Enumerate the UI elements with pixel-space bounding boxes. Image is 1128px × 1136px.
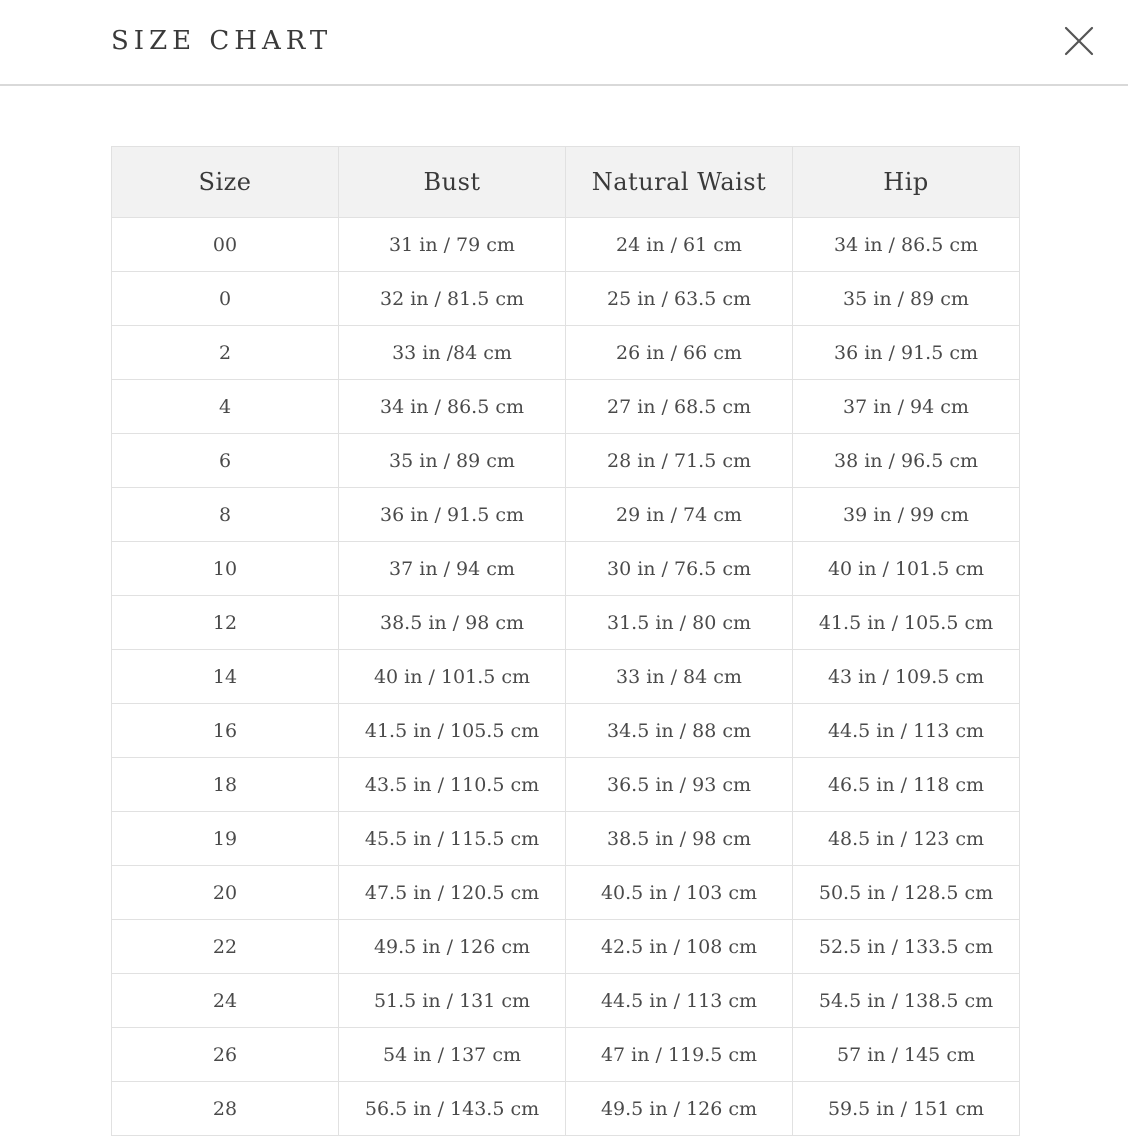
table-row	[112, 974, 1020, 1028]
cell-bust: 45.5 in / 115.5 cm	[339, 812, 566, 866]
column-header-size: Size	[112, 147, 339, 218]
page-title: SIZE CHART	[111, 26, 333, 56]
cell-natural-waist: 40.5 in / 103 cm	[566, 866, 793, 920]
cell-hip: 52.5 in / 133.5 cm	[793, 920, 1020, 974]
cell-hip: 41.5 in / 105.5 cm	[793, 596, 1020, 650]
cell-bust: 56.5 in / 143.5 cm	[339, 1082, 566, 1136]
cell-bust: 31 in / 79 cm	[339, 218, 566, 272]
cell-bust: 54 in / 137 cm	[339, 1028, 566, 1082]
cell-hip: 48.5 in / 123 cm	[793, 812, 1020, 866]
cell-natural-waist: 27 in / 68.5 cm	[566, 380, 793, 434]
cell-hip: 40 in / 101.5 cm	[793, 542, 1020, 596]
cell-size: 26	[112, 1028, 339, 1082]
table-row	[112, 326, 1020, 380]
cell-size: 14	[112, 650, 339, 704]
cell-hip: 39 in / 99 cm	[793, 488, 1020, 542]
cell-size: 18	[112, 758, 339, 812]
cell-size: 00	[112, 218, 339, 272]
cell-natural-waist: 24 in / 61 cm	[566, 218, 793, 272]
cell-natural-waist: 34.5 in / 88 cm	[566, 704, 793, 758]
cell-bust: 49.5 in / 126 cm	[339, 920, 566, 974]
cell-bust: 47.5 in / 120.5 cm	[339, 866, 566, 920]
cell-size: 24	[112, 974, 339, 1028]
cell-bust: 32 in / 81.5 cm	[339, 272, 566, 326]
cell-size: 28	[112, 1082, 339, 1136]
table-row	[112, 812, 1020, 866]
table-row	[112, 380, 1020, 434]
cell-size: 20	[112, 866, 339, 920]
cell-bust: 43.5 in / 110.5 cm	[339, 758, 566, 812]
table-row	[112, 218, 1020, 272]
cell-bust: 36 in / 91.5 cm	[339, 488, 566, 542]
cell-hip: 59.5 in / 151 cm	[793, 1082, 1020, 1136]
cell-bust: 35 in / 89 cm	[339, 434, 566, 488]
cell-size: 12	[112, 596, 339, 650]
cell-natural-waist: 26 in / 66 cm	[566, 326, 793, 380]
cell-size: 16	[112, 704, 339, 758]
cell-natural-waist: 31.5 in / 80 cm	[566, 596, 793, 650]
cell-bust: 51.5 in / 131 cm	[339, 974, 566, 1028]
table-row	[112, 920, 1020, 974]
close-icon	[1060, 22, 1098, 60]
cell-natural-waist: 33 in / 84 cm	[566, 650, 793, 704]
cell-size: 6	[112, 434, 339, 488]
cell-bust: 40 in / 101.5 cm	[339, 650, 566, 704]
close-button[interactable]	[1060, 22, 1098, 60]
cell-hip: 35 in / 89 cm	[793, 272, 1020, 326]
table-row	[112, 1082, 1020, 1136]
cell-natural-waist: 25 in / 63.5 cm	[566, 272, 793, 326]
column-header-hip: Hip	[793, 147, 1020, 218]
cell-natural-waist: 36.5 in / 93 cm	[566, 758, 793, 812]
cell-natural-waist: 28 in / 71.5 cm	[566, 434, 793, 488]
modal-header	[0, 0, 1128, 86]
cell-hip: 57 in / 145 cm	[793, 1028, 1020, 1082]
cell-natural-waist: 30 in / 76.5 cm	[566, 542, 793, 596]
table-row	[112, 1028, 1020, 1082]
cell-natural-waist: 47 in / 119.5 cm	[566, 1028, 793, 1082]
size-chart-table-container	[111, 146, 1020, 1136]
cell-hip: 54.5 in / 138.5 cm	[793, 974, 1020, 1028]
table-row	[112, 866, 1020, 920]
table-body	[112, 218, 1020, 1136]
table-row	[112, 488, 1020, 542]
cell-bust: 33 in /84 cm	[339, 326, 566, 380]
cell-size: 4	[112, 380, 339, 434]
cell-hip: 34 in / 86.5 cm	[793, 218, 1020, 272]
cell-natural-waist: 49.5 in / 126 cm	[566, 1082, 793, 1136]
table-row	[112, 704, 1020, 758]
cell-natural-waist: 38.5 in / 98 cm	[566, 812, 793, 866]
cell-hip: 36 in / 91.5 cm	[793, 326, 1020, 380]
cell-size: 19	[112, 812, 339, 866]
cell-natural-waist: 42.5 in / 108 cm	[566, 920, 793, 974]
size-chart-table	[111, 146, 1020, 1136]
cell-hip: 50.5 in / 128.5 cm	[793, 866, 1020, 920]
cell-hip: 37 in / 94 cm	[793, 380, 1020, 434]
column-header-bust: Bust	[339, 147, 566, 218]
column-header-natural-waist: Natural Waist	[566, 147, 793, 218]
cell-bust: 37 in / 94 cm	[339, 542, 566, 596]
cell-size: 10	[112, 542, 339, 596]
table-row	[112, 434, 1020, 488]
cell-hip: 46.5 in / 118 cm	[793, 758, 1020, 812]
cell-size: 2	[112, 326, 339, 380]
table-row	[112, 542, 1020, 596]
cell-size: 0	[112, 272, 339, 326]
cell-bust: 41.5 in / 105.5 cm	[339, 704, 566, 758]
table-header-row	[112, 147, 1020, 218]
table-row	[112, 272, 1020, 326]
cell-hip: 38 in / 96.5 cm	[793, 434, 1020, 488]
table-row	[112, 596, 1020, 650]
cell-bust: 34 in / 86.5 cm	[339, 380, 566, 434]
cell-bust: 38.5 in / 98 cm	[339, 596, 566, 650]
table-row	[112, 758, 1020, 812]
table-row	[112, 650, 1020, 704]
cell-natural-waist: 44.5 in / 113 cm	[566, 974, 793, 1028]
cell-hip: 44.5 in / 113 cm	[793, 704, 1020, 758]
cell-size: 8	[112, 488, 339, 542]
cell-size: 22	[112, 920, 339, 974]
cell-hip: 43 in / 109.5 cm	[793, 650, 1020, 704]
cell-natural-waist: 29 in / 74 cm	[566, 488, 793, 542]
